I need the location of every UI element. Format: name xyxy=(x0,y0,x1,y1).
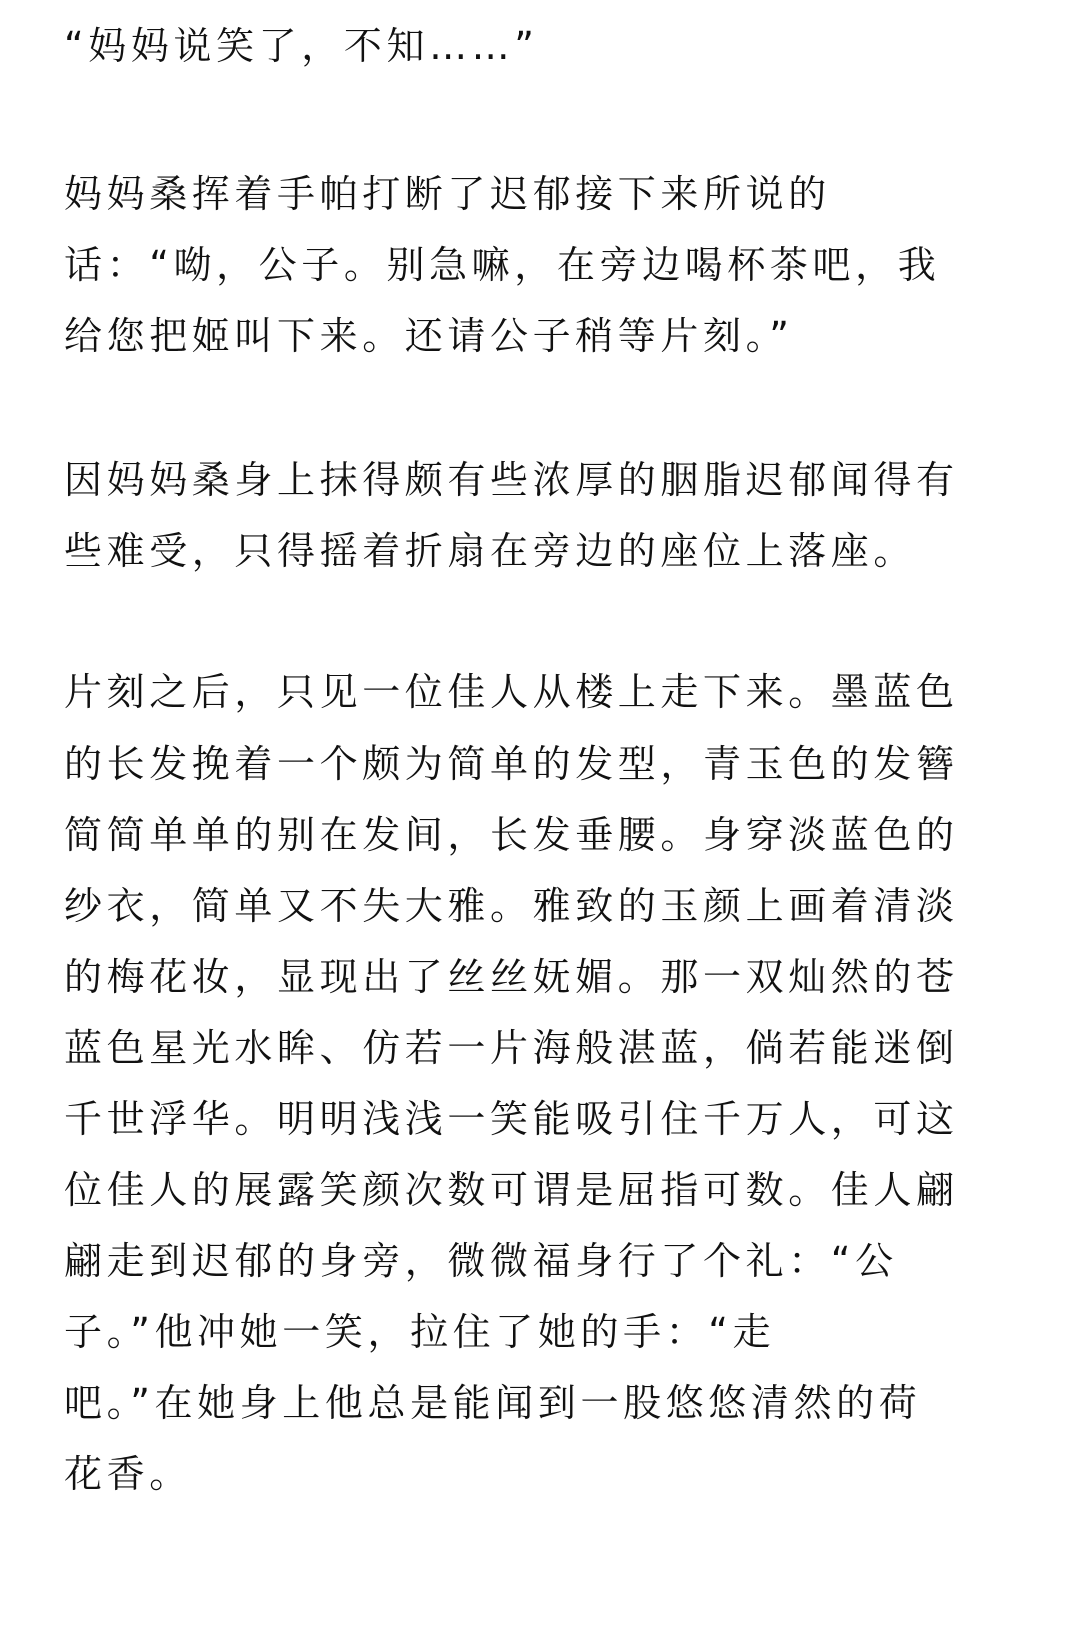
text-line: 的梅花妆，显现出了丝丝妩媚。那一双灿然的苍 xyxy=(64,955,959,999)
text-line: 给您把姬叫下来。还请公子稍等片刻。” xyxy=(64,314,794,358)
text-line: 蓝色星光水眸、仿若一片海般湛蓝，倘若能迷倒 xyxy=(64,1026,959,1070)
text-line: 简简单单的别在发间，长发垂腰。身穿淡蓝色的 xyxy=(64,813,959,857)
text-line: 些难受，只得摇着折扇在旁边的座位上落座。 xyxy=(64,529,917,573)
text-line: “妈妈说笑了，不知……” xyxy=(64,24,539,68)
text-line: 吧。”在她身上他总是能闻到一股悠悠清然的荷 xyxy=(64,1381,922,1425)
text-line: 纱衣，简单又不失大雅。雅致的玉颜上画着清淡 xyxy=(64,884,959,928)
text-line: 妈妈桑挥着手帕打断了迟郁接下来所说的 xyxy=(64,172,831,216)
text-line: 子。”他冲她一笑，拉住了她的手：“走 xyxy=(64,1310,776,1354)
text-line: 翩走到迟郁的身旁，微微福身行了个礼：“公 xyxy=(64,1239,898,1283)
text-line: 位佳人的展露笑颜次数可谓是屈指可数。佳人翩 xyxy=(64,1168,959,1212)
text-line: 片刻之后，只见一位佳人从楼上走下来。墨蓝色 xyxy=(64,670,959,714)
text-line: 因妈妈桑身上抹得颇有些浓厚的胭脂迟郁闻得有 xyxy=(64,458,959,502)
text-line: 千世浮华。明明浅浅一笑能吸引住千万人，可这 xyxy=(64,1097,959,1141)
text-line: 的长发挽着一个颇为简单的发型，青玉色的发簪 xyxy=(64,742,959,786)
text-line: 花香。 xyxy=(64,1452,192,1496)
text-line: 话：“呦，公子。别急嘛，在旁边喝杯茶吧，我 xyxy=(64,243,941,287)
